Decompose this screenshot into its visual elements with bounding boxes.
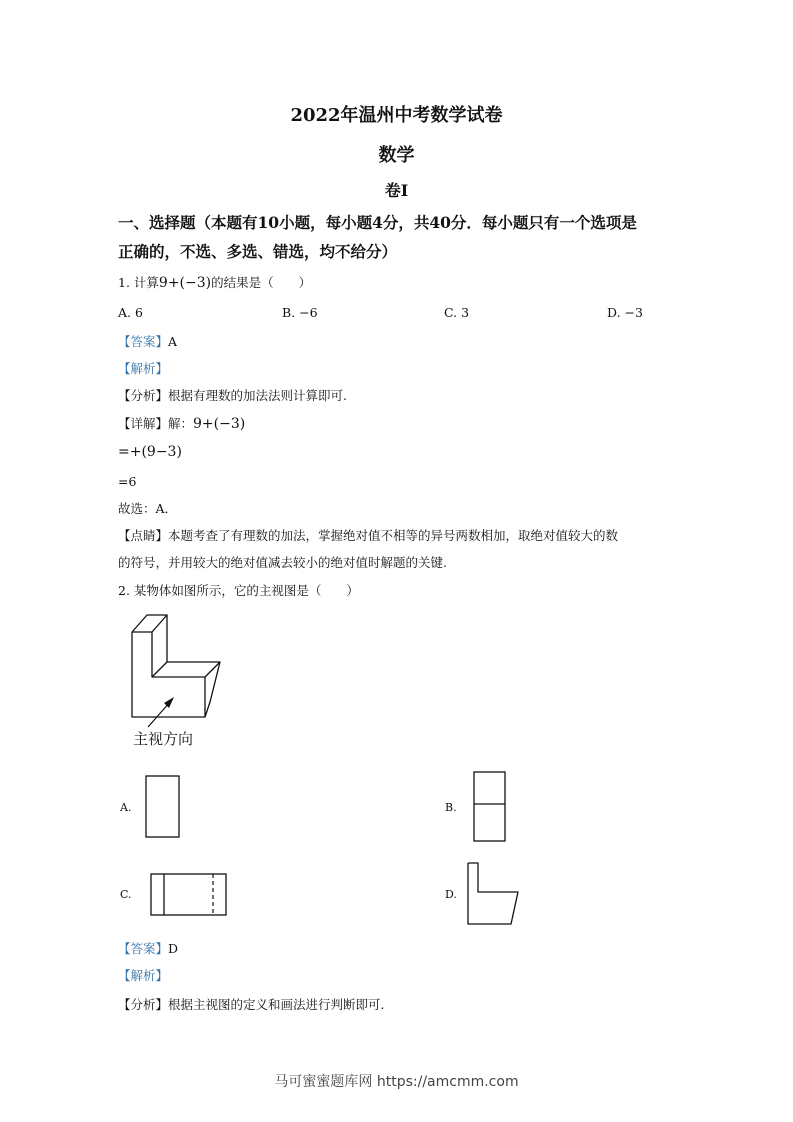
q1-answer-value: A [168, 334, 178, 349]
q1-comment-line1: 【点睛】本题考查了有理数的加法，掌握绝对值不相等的异号两数相加，取绝对值较大的数 [118, 528, 619, 543]
exam-title: 2022年温州中考数学试卷 [290, 105, 503, 126]
q1-answer [118, 332, 177, 350]
q1-detail-math3: =6 [118, 474, 137, 489]
q1-stem-math: 9+(−3) [158, 275, 212, 291]
q1-answer-tag: 【答案】 [118, 334, 169, 349]
q2-option-d-figure [466, 861, 522, 927]
q1-choose: 故选：A． [118, 501, 178, 516]
q2-answer [118, 939, 178, 957]
q2-analysis-tag: 【解析】 [118, 968, 169, 983]
q1-option-a: A. 6 [118, 305, 143, 320]
q2-answer-tag: 【答案】 [118, 941, 169, 956]
q2-object-figure [130, 612, 240, 732]
q2-option-d-label: D. [445, 888, 457, 901]
q1-option-d: D. −3 [607, 305, 643, 320]
q1-detail-math2: =+(9−3) [118, 444, 182, 460]
q1-detail-prefix: 【详解】解： [118, 416, 194, 431]
q2-option-b-label: B. [445, 801, 457, 814]
q2-option-a-figure [145, 775, 181, 839]
q2-answer-value: D [168, 941, 179, 956]
q1-comment-line2: 的符号，并用较大的绝对值减去较小的绝对值时解题的关键. [118, 555, 447, 570]
q2-option-a-label: A. [120, 801, 132, 814]
q1-option-b: B. −6 [282, 305, 318, 320]
q1-stem-prefix: 1. 计算 [118, 275, 159, 290]
q2-option-c-figure [150, 873, 228, 918]
section-heading-line1: 一、选择题（本题有10小题，每小题4分，共40分．每小题只有一个选项是 [118, 213, 637, 232]
section-heading-line2: 正确的，不选、多选、错选，均不给分） [118, 242, 398, 261]
q2-analysis-line: 【分析】根据主视图的定义和画法进行判断即可. [118, 997, 385, 1012]
q1-detail [118, 414, 245, 432]
q2-figure-caption: 主视方向 [133, 730, 194, 748]
footer-watermark: 马可蜜蜜题库网 https://amcmm.com [274, 1074, 519, 1090]
q2-option-b-figure [473, 771, 507, 843]
q1-detail-math1: 9+(−3) [193, 416, 246, 432]
q2-option-c-label: C. [120, 888, 132, 901]
q1-analysis-line: 【分析】根据有理数的加法法则计算即可. [118, 388, 347, 403]
subject-title: 数学 [378, 145, 415, 166]
volume-title: 卷Ⅰ [384, 181, 409, 200]
q1-option-c: C. 3 [444, 305, 470, 320]
q1-stem-suffix: 的结果是（ ） [211, 275, 312, 290]
q2-stem: 2. 某物体如图所示，它的主视图是（ ） [118, 583, 359, 598]
q1-analysis-tag: 【解析】 [118, 361, 169, 376]
q1-stem [118, 273, 311, 291]
